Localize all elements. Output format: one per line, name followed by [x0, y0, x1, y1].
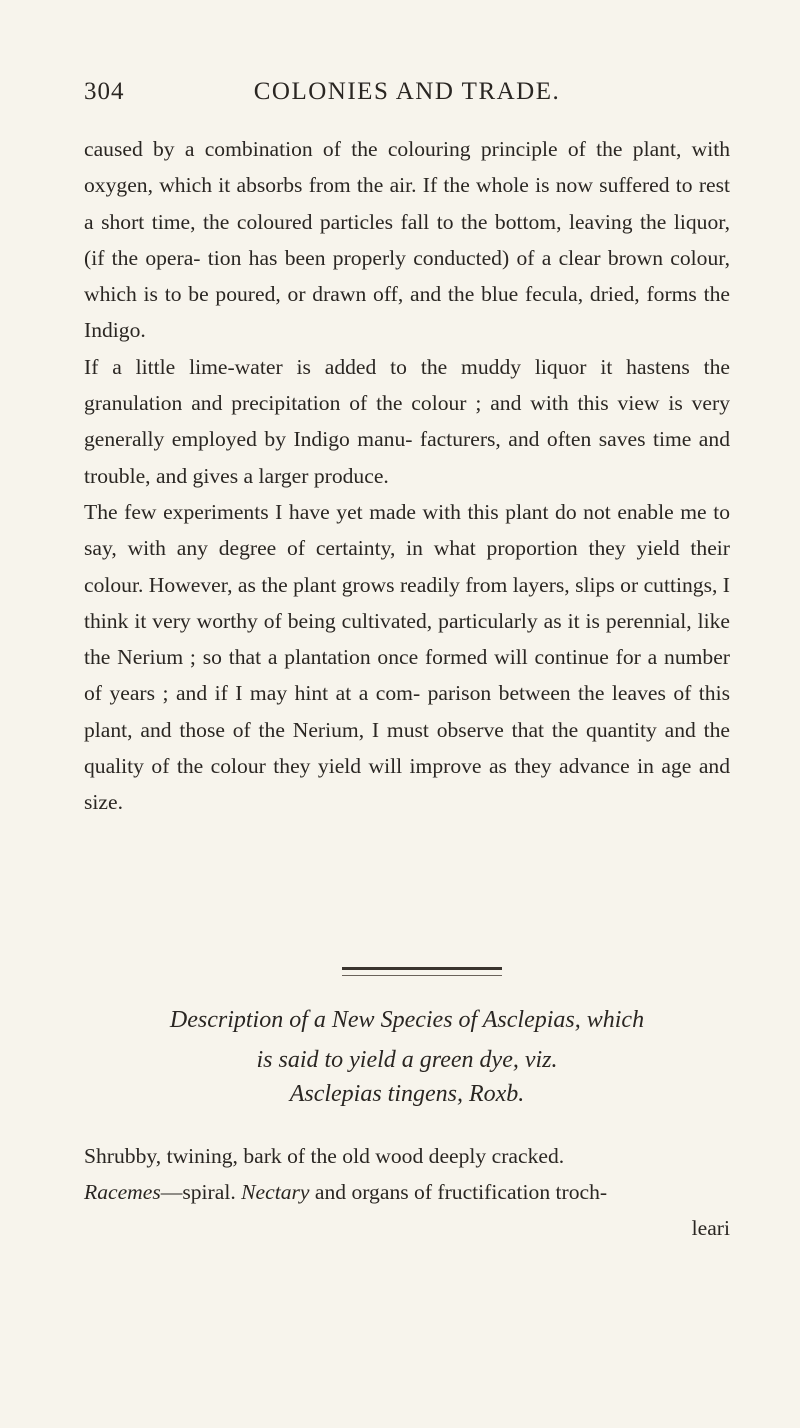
nectary-label: Nectary [241, 1180, 310, 1204]
section-heading-line-1: Description of a New Species of Asclepias, which [169, 1007, 645, 1033]
description-line-2 [84, 1174, 730, 1210]
body-text [84, 131, 730, 821]
paragraph-1: caused by a combination of the colouring principle of the plant, with oxygen, which it absorbs from the air. If the whole is now suffered to rest a short time, the coloured particles fall to the bottom, leaving the liquor, (if the opera- tion has been properly conducted) of a clear brown colour, which is to be poured, or drawn off, and the blue fecula, dried, forms the Indigo. [84, 137, 730, 343]
nectary-text: and organs of fructification troch- [309, 1180, 608, 1204]
paragraph-2: If a little lime-water is added to the muddy liquor it hastens the granulation and precipitation of the colour ; and with this view is very generally employed by Indigo manu- facturers, and often saves time and trouble, and gives a larger produce. [84, 354, 730, 488]
running-head [84, 78, 730, 118]
page-number: 304 [84, 78, 125, 105]
section-heading [84, 1000, 730, 1080]
species-description [84, 1138, 730, 1246]
description-line-1: Shrubby, twining, bark of the old wood deeply cracked. [84, 1144, 565, 1168]
racemes-text: —spiral. [160, 1180, 236, 1204]
racemes-label: Racemes [84, 1180, 161, 1204]
section-divider [342, 967, 502, 976]
running-title: COLONIES AND TRADE. [253, 78, 561, 105]
species-name: Asclepias tingens, Roxb. [289, 1081, 525, 1107]
paragraph-3: The few experiments I have yet made with this plant do not enable me to say, with any degree of certainty, in what proportion they yield their colour. However, as the plant grows readily from layers, slips or cuttings, I think it very worthy of being cultivated, particularly as it is perennial, like the Nerium ; so that a plantation once formed will continue for a number of years ; and if I may hint at a com- parison between the leaves of this plant, and those of the Nerium, I must observe that the quantity and the quality of the colour they yield will improve as they advance in age and size. [84, 499, 730, 815]
section-heading-line-2: is said to yield a green dye, viz. [256, 1047, 558, 1073]
catchword: leari [691, 1216, 730, 1240]
